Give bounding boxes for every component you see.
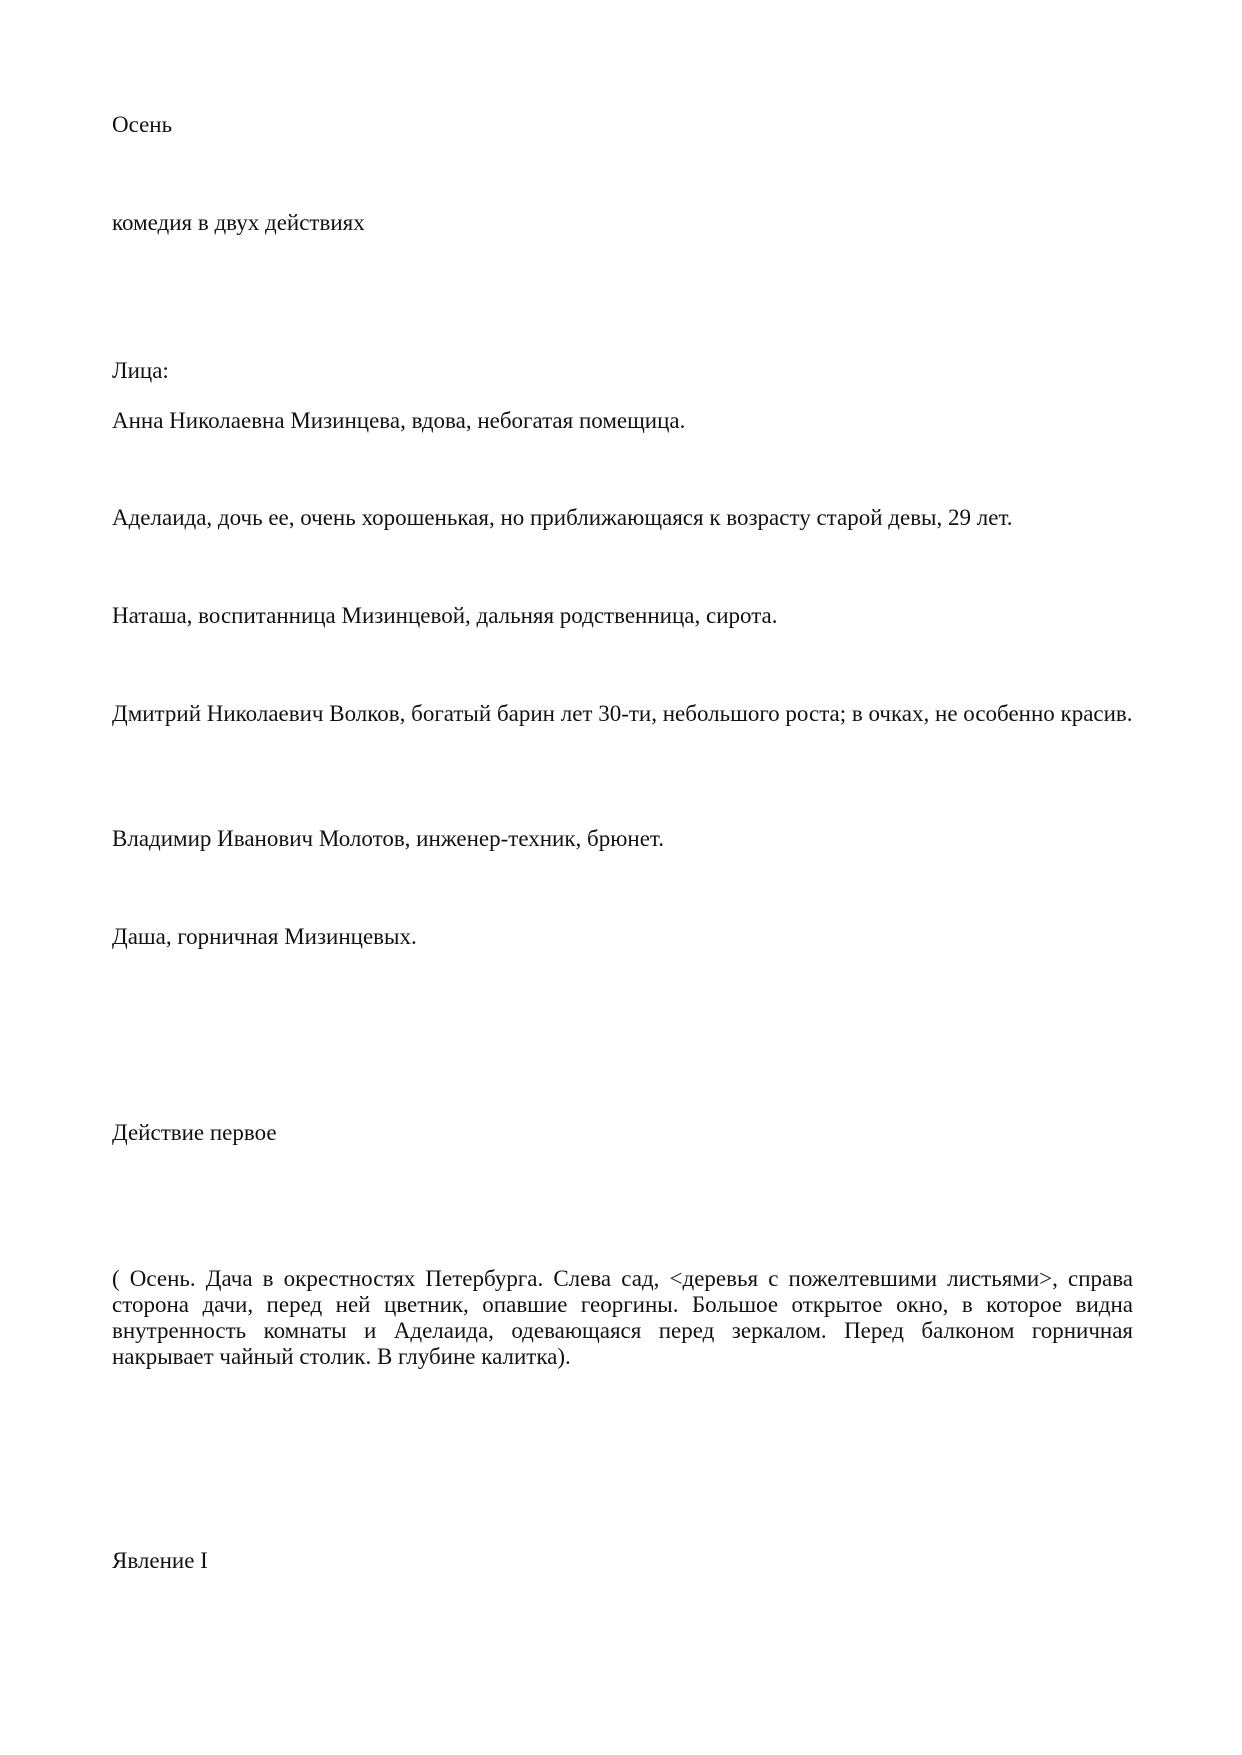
character-entry: Даша, горничная Мизинцевых. [112,924,417,949]
cast-heading: Лица: [112,358,169,383]
play-subtitle: комедия в двух действиях [112,210,365,235]
character-entry: Владимир Иванович Молотов, инженер-техник, брюнет. [112,826,664,851]
character-entry: Анна Николаевна Мизинцева, вдова, небогатая помещица. [112,408,686,433]
character-entry: Аделаида, дочь ее, очень хорошенькая, но приближающаяся к возрасту старой девы, 29 лет. [112,505,1013,530]
scene-heading: Явление I [112,1548,208,1573]
stage-direction: ( Осень. Дача в окрестностях Петербурга. Слева сад, <деревья с пожелтевшими листьями>, справа сторона дачи, перед ней цветник, опавшие георгины. Большое открытое окно, в которое видна внутренность комнаты и Аделаида, одевающаяся перед зеркалом. Перед балконом горничная накрывает чайный столик. В глубине калитка). [112,1266,1133,1369]
act-heading: Действие первое [112,1120,277,1145]
character-entry: Наташа, воспитанница Мизинцевой, дальняя родственница, сирота. [112,603,778,628]
play-title: Осень [112,112,173,137]
character-entry: Дмитрий Николаевич Волков, богатый барин лет 30-ти, небольшого роста; в очках, не особенно красив. [112,701,1133,726]
